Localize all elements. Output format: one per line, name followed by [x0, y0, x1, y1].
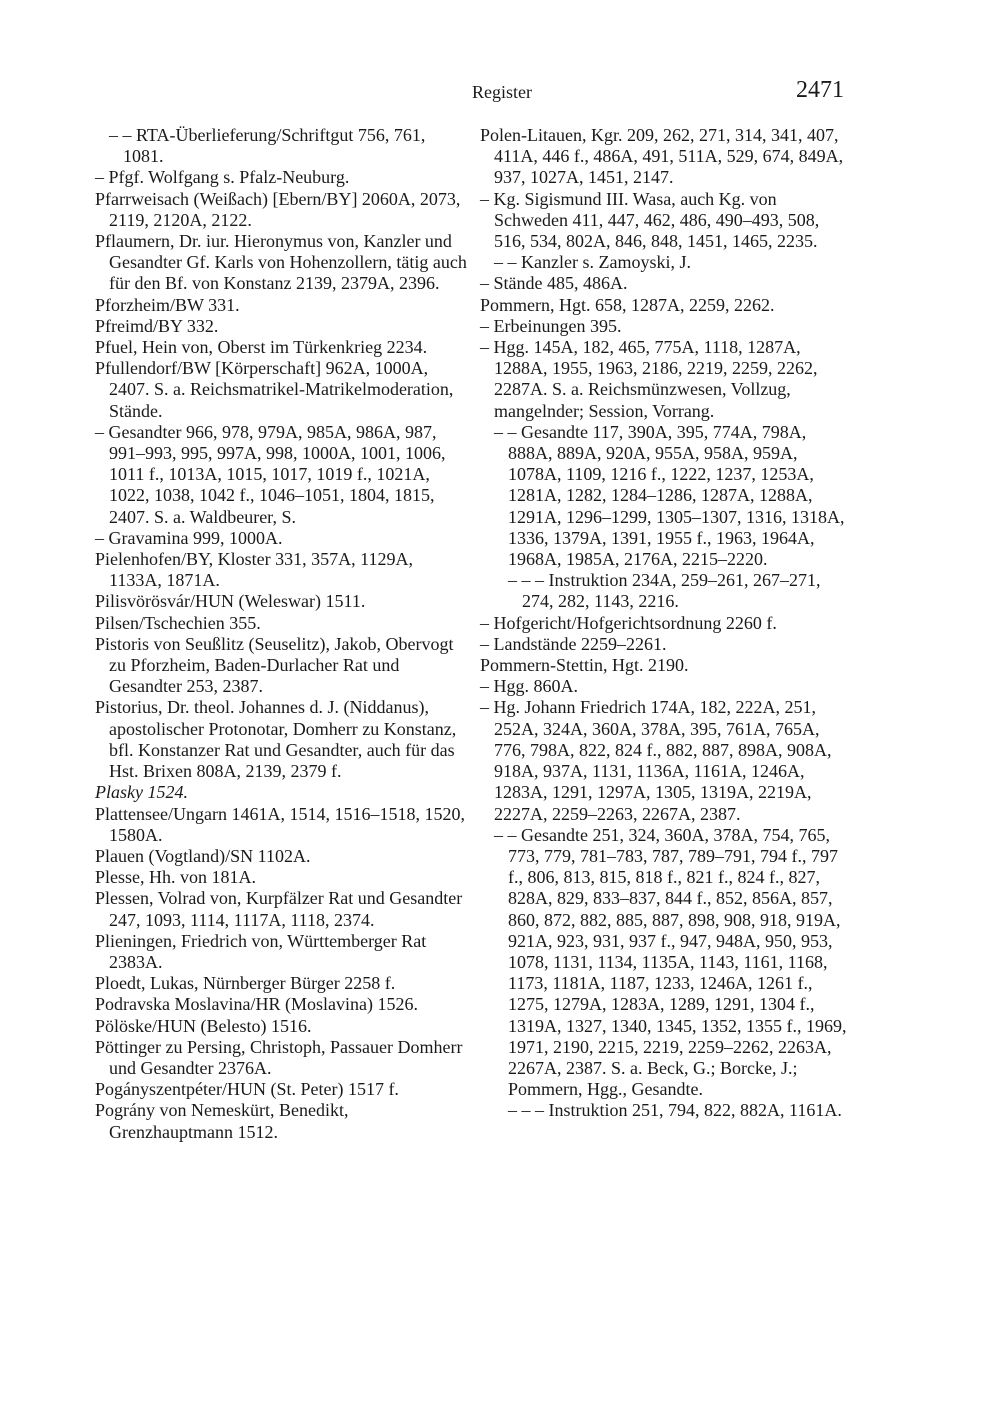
register-entry: Pforzheim/BW 331.: [95, 294, 240, 315]
register-entry: – – Gesandte 117, 390A, 395, 774A, 798A, 888A, 889A, 920A, 955A, 958A, 959A, 1078A, 1109, 1216 f., 1222, 1237, 1253A, 1281A, 1282, 1284–1286, 1287A, 1288A, 1291A, 1296–1299, 1305–1307, 1316, 1318A, 1336, 1379A, 1391, 1955 f., 1963, 1964A, 1968A, 1985A, 2176A, 2215–2220.: [494, 421, 845, 570]
register-entry: Pflaumern, Dr. iur. Hieronymus von, Kanzler und Gesandter Gf. Karls von Hohenzollern, tätig auch für den Bf. von Konstanz 2139, 2379A, 2396.: [95, 231, 467, 294]
register-entry: Polen-Litauen, Kgr. 209, 262, 271, 314, 341, 407, 411A, 446 f., 486A, 491, 511A, 529, 674, 849A, 937, 1027A, 1451, 2147.: [480, 125, 844, 188]
register-column-left: [95, 125, 467, 1143]
register-entry: – Pfgf. Wolfgang s. Pfalz-Neuburg.: [95, 167, 350, 188]
register-entry: Plesse, Hh. von 181A.: [95, 867, 256, 888]
register-entry: Pfreimd/BY 332.: [95, 315, 219, 336]
register-entry: Pöttinger zu Persing, Christoph, Passauer Domherr und Gesandter 2376A.: [95, 1036, 463, 1078]
register-entry: – Hg. Johann Friedrich 174A, 182, 222A, 251, 252A, 324A, 360A, 378A, 395, 761A, 765A, 776, 798A, 822, 824 f., 882, 887, 898A, 908A, 918A, 937A, 1131, 1136A, 1161A, 1246A, 1283A, 1291, 1297A, 1305, 1319A, 2219A, 2227A, 2259–2263, 2267A, 2387.: [480, 697, 832, 824]
register-entry: Pfullendorf/BW [Körperschaft] 962A, 1000A, 2407. S. a. Reichsmatrikel-Matrikelmoderation, Stände.: [95, 358, 454, 421]
register-entry: Pográny von Nemeskürt, Benedikt, Grenzhauptmann 1512.: [95, 1100, 349, 1142]
register-entry: Pistorius, Dr. theol. Johannes d. J. (Niddanus), apostolischer Protonotar, Domherr zu Konstanz, bfl. Konstanzer Rat und Gesandter, auch für das Hst. Brixen 808A, 2139, 2379 f.: [95, 697, 457, 782]
register-entry: Pfarrweisach (Weißach) [Ebern/BY] 2060A, 2073, 2119, 2120A, 2122.: [95, 188, 461, 230]
register-entry: Pommern-Stettin, Hgt. 2190.: [480, 655, 689, 676]
register-entry: Pommern, Hgt. 658, 1287A, 2259, 2262.: [480, 294, 775, 315]
register-entry: – Erbeinungen 395.: [480, 315, 622, 336]
register-entry: Pogányszentpéter/HUN (St. Peter) 1517 f.: [95, 1079, 399, 1100]
register-entry: Podravska Moslavina/HR (Moslavina) 1526.: [95, 994, 418, 1015]
register-entry: Pölöske/HUN (Belesto) 1516.: [95, 1015, 312, 1036]
register-entry: – Stände 485, 486A.: [480, 273, 628, 294]
register-entry: Plasky 1524.: [95, 782, 188, 803]
register-entry: Pielenhofen/BY, Kloster 331, 357A, 1129A, 1133A, 1871A.: [95, 549, 413, 591]
register-entry: – Gesandter 966, 978, 979A, 985A, 986A, 987, 991–993, 995, 997A, 998, 1000A, 1001, 1006, 1011 f., 1013A, 1015, 1017, 1019 f., 1021A, 1022, 1038, 1042 f., 1046–1051, 1804, 1815, 2407. S. a. Waldbeurer, S.: [95, 421, 446, 527]
register-entry: – Kg. Sigismund III. Wasa, auch Kg. von Schweden 411, 447, 462, 486, 490–493, 508, 516, 534, 802A, 846, 848, 1451, 1465, 2235.: [480, 188, 820, 252]
register-entry: Ploedt, Lukas, Nürnberger Bürger 2258 f.: [95, 973, 396, 994]
register-entry: Pfuel, Hein von, Oberst im Türkenkrieg 2234.: [95, 337, 428, 358]
register-column-right: [480, 125, 852, 1122]
running-header-title: Register: [472, 82, 532, 102]
register-entry: Plattensee/Ungarn 1461A, 1514, 1516–1518, 1520, 1580A.: [95, 803, 465, 845]
register-entry: – Hofgericht/Hofgerichtsordnung 2260 f.: [480, 612, 777, 633]
register-entry: – – – Instruktion 234A, 259–261, 267–271, 274, 282, 1143, 2216.: [508, 570, 821, 612]
register-entry: Pistoris von Seußlitz (Seuselitz), Jakob, Obervogt zu Pforzheim, Baden-Durlacher Rat und Gesandter 253, 2387.: [95, 633, 454, 697]
page-number: 2471: [796, 77, 844, 103]
register-entry: – Landstände 2259–2261.: [480, 633, 667, 654]
register-entry: – – RTA-Überlieferung/Schriftgut 756, 761, 1081.: [109, 125, 426, 167]
register-entry: – – Gesandte 251, 324, 360A, 378A, 754, 765, 773, 779, 781–783, 787, 789–791, 794 f., 797 f., 806, 813, 815, 818 f., 821 f., 824 f., 827, 828A, 829, 833–837, 844 f., 852, 856A, 857, 860, 872, 882, 885, 887, 898, 908, 918, 919A, 921A, 923, 931, 937 f., 947, 948A, 950, 953, 1078, 1131, 1134, 1135A, 1143, 1161, 1168, 1173, 1181A, 1187, 1233, 1246A, 1261 f., 1275, 1279A, 1283A, 1289, 1291, 1304 f., 1319A, 1327, 1340, 1345, 1352, 1355 f., 1969, 1971, 2190, 2215, 2219, 2259–2262, 2263A, 2267A, 2387. S. a. Beck, G.; Borcke, J.; Pommern, Hgg., Gesandte.: [494, 824, 847, 1100]
register-entry: – – – Instruktion 251, 794, 822, 882A, 1161A.: [508, 1100, 842, 1121]
register-entry: – – Kanzler s. Zamoyski, J.: [494, 252, 691, 273]
register-entry: – Gravamina 999, 1000A.: [95, 527, 283, 548]
register-entry: Pilsen/Tschechien 355.: [95, 612, 261, 633]
register-entry: Plieningen, Friedrich von, Württemberger Rat 2383A.: [95, 930, 427, 972]
register-entry: – Hgg. 145A, 182, 465, 775A, 1118, 1287A, 1288A, 1955, 1963, 2186, 2219, 2259, 2262, 2287A. S. a. Reichsmünzwesen, Vollzug, mangelnder; Session, Vorrang.: [480, 337, 818, 421]
register-entry: Plauen (Vogtland)/SN 1102A.: [95, 845, 311, 866]
register-entry: Plessen, Volrad von, Kurpfälzer Rat und Gesandter 247, 1093, 1114, 1117A, 1118, 2374.: [95, 888, 463, 930]
register-entry: – Hgg. 860A.: [480, 676, 578, 697]
register-entry: Pilisvörösvár/HUN (Weleswar) 1511.: [95, 591, 366, 612]
